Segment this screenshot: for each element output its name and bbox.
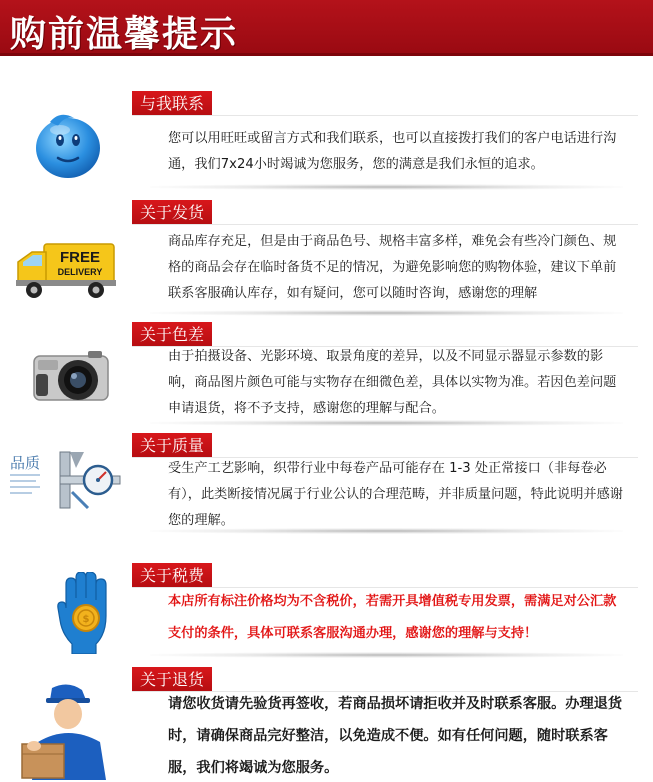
returns-text: 请您收货请先验货再签收，若商品损坏请拒收并及时联系客服。办理退货时，请确保商品完好整洁，以免造成不便。如有任何问题，随时联系客服，我们将竭诚为您服务。 [168,696,623,776]
divider-shadow [150,652,623,658]
wangwang-chat-icon [30,108,104,182]
quality-text: 受生产工艺影响，织带行业中每卷产品可能存在 1-3 处正常接口（非每卷必有），此类断接情况属于行业公认的合理范畴，并非质量问题，特此说明并感谢您的理解。 [168,461,623,528]
page-title: 购前温馨提示 [10,14,239,55]
free-delivery-truck-icon [14,240,118,300]
courier-icon [16,680,112,780]
hand-coin-icon [56,572,116,654]
divider-shadow [150,184,623,190]
shipping-text: 商品库存充足，但是由于商品色号、规格丰富多样，难免会有些冷门颜色、规格的商品会存在临时备货不足的情况，为避免影响您的购物体验，建议下单前联系客服确认库存，如有疑问，您可以随时咨询，感谢您的理解 [168,234,617,301]
header-banner [0,0,653,56]
tag-shipping: 关于发货 [132,200,212,225]
tag-color: 关于色差 [132,322,212,347]
camera-icon [32,348,112,408]
divider [132,115,638,116]
contact-text: 您可以用旺旺或留言方式和我们联系，也可以直接拨打我们的客户电话进行沟通，我们7x24小时竭诚为您服务，您的满意是我们永恒的追求。 [168,131,617,172]
divider-shadow [150,420,623,426]
divider-shadow [150,528,623,534]
tag-quality: 关于质量 [132,433,212,458]
tax-text: 本店所有标注价格均为不含税价，若需开具增值税专用发票，需满足对公汇款支付的条件，具体可联系客服沟通办理，感谢您的理解与支持！ [168,594,617,641]
divider [132,224,638,225]
tag-contact: 与我联系 [132,91,212,116]
truck-label-free: FREE [59,249,101,266]
tag-tax: 关于税费 [132,563,212,588]
quality-caption: 品质 [10,454,41,472]
caliper-icon [54,448,126,512]
svg-text:$: $ [82,614,90,625]
truck-label-delivery: DELIVERY [57,267,103,277]
color-text: 由于拍摄设备、光影环境、取景角度的差异，以及不同显示器显示参数的影响，商品图片颜色可能与实物存在细微色差，具体以实物为准。若因色差问题申请退货，将不予支持，感谢您的理解与配合。 [168,349,617,416]
divider-shadow [150,310,623,316]
quality-bars-graphic [10,472,44,500]
tag-returns: 关于退货 [132,667,212,692]
